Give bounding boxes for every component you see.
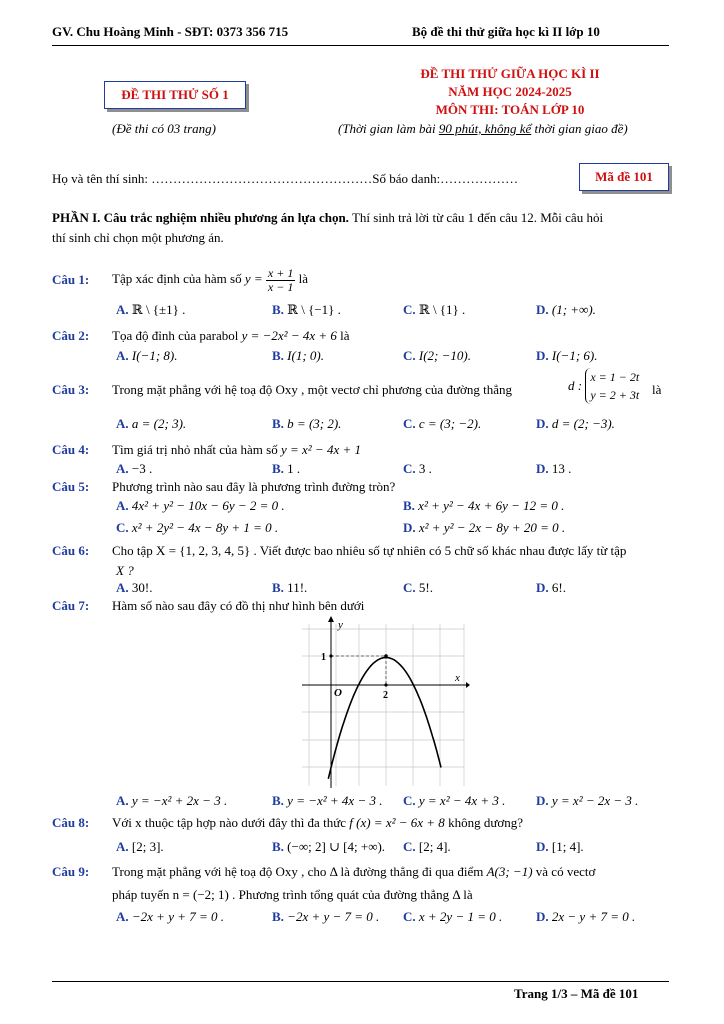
q2-option-c[interactable] xyxy=(403,348,471,364)
option-text: x² + y² − 2x − 8y + 20 = 0 . xyxy=(418,520,566,535)
header-rule xyxy=(52,45,669,46)
option-letter: A. xyxy=(116,909,129,924)
option-text: x² + 2y² − 4x − 8y + 1 = 0 . xyxy=(131,520,279,535)
footer-rule xyxy=(52,981,669,982)
q1-option-b[interactable] xyxy=(272,302,341,318)
pages-note: (Đề thi có 03 trang) xyxy=(112,121,216,136)
q1-frac-den: x − 1 xyxy=(267,279,294,294)
option-letter: C. xyxy=(403,793,416,808)
q1-frac-num: x + 1 xyxy=(267,265,294,280)
option-text: c = (3; −2). xyxy=(418,416,482,431)
option-letter: A. xyxy=(116,498,129,513)
q9-expr: A(3; −1) xyxy=(486,864,533,879)
q8-label: Câu 8: xyxy=(52,815,90,830)
option-letter: B. xyxy=(272,793,284,808)
q5-option-a[interactable] xyxy=(116,498,285,514)
parabola-curve xyxy=(328,658,441,779)
option-letter: C. xyxy=(403,302,416,317)
time-mid: 90 phút, không kể xyxy=(438,121,532,136)
q4-label: Câu 4: xyxy=(52,442,90,457)
option-text: x² + y² − 4x + 6y − 12 = 0 . xyxy=(418,498,565,513)
q7-label: Câu 7: xyxy=(52,598,90,613)
option-text: −2x + y − 7 = 0 . xyxy=(287,909,380,924)
q7-option-a[interactable] xyxy=(116,793,227,809)
q1-option-d[interactable] xyxy=(536,302,596,318)
q9-option-b[interactable] xyxy=(272,909,379,925)
option-letter: C. xyxy=(403,580,416,595)
option-letter: D. xyxy=(536,909,549,924)
q4-option-b[interactable] xyxy=(272,461,300,477)
q9-label: Câu 9: xyxy=(52,864,90,879)
q8-option-c[interactable] xyxy=(403,839,451,855)
footer-page: Trang 1/3 – Mã đề 101 xyxy=(514,986,639,1001)
option-text: [1; 4]. xyxy=(551,839,584,854)
q5-option-c[interactable] xyxy=(116,520,278,536)
q3-param-system xyxy=(585,368,639,404)
option-text: 11!. xyxy=(287,580,308,595)
option-text: ℝ \ {±1} . xyxy=(131,302,186,317)
header-series: Bộ đề thi thử giữa học kì II lớp 10 xyxy=(412,24,600,39)
origin-label: O xyxy=(334,687,342,699)
option-letter: C. xyxy=(403,461,416,476)
x-tick-point xyxy=(384,683,387,686)
q4-text xyxy=(112,442,361,458)
option-text: [2; 4]. xyxy=(418,839,451,854)
option-text: (1; +∞). xyxy=(551,302,596,317)
q6-option-b[interactable] xyxy=(272,580,307,596)
option-letter: B. xyxy=(272,580,284,595)
q7-option-d[interactable] xyxy=(536,793,638,809)
option-letter: B. xyxy=(272,348,284,363)
q4-option-c[interactable] xyxy=(403,461,432,477)
option-letter: D. xyxy=(536,461,549,476)
option-text: y = −x² + 4x − 3 . xyxy=(287,793,383,808)
option-letter: D. xyxy=(536,839,549,854)
option-text: I(2; −10). xyxy=(418,348,471,363)
q6-label: Câu 6: xyxy=(52,543,90,558)
option-letter: A. xyxy=(116,302,129,317)
q3-tail: là xyxy=(652,382,662,397)
q4-stem: Tìm giá trị nhỏ nhất của hàm số xyxy=(112,442,278,457)
q8-expr: f (x) = x² − 6x + 8 xyxy=(349,815,445,830)
q9-option-d[interactable] xyxy=(536,909,635,925)
option-letter: D. xyxy=(536,416,549,431)
q2-option-a[interactable] xyxy=(116,348,177,364)
option-text: I(−1; 8). xyxy=(131,348,178,363)
q3-option-c[interactable] xyxy=(403,416,481,432)
option-text: I(1; 0). xyxy=(287,348,324,363)
q3-label: Câu 3: xyxy=(52,382,90,397)
q8-stem: Với x thuộc tập hợp nào dưới đây thì đa thức xyxy=(112,815,347,830)
q8-option-b[interactable] xyxy=(272,839,385,855)
q2-stem: Tọa độ đỉnh của parabol xyxy=(112,328,239,343)
q6-option-c[interactable] xyxy=(403,580,433,596)
vertex-point xyxy=(384,654,388,658)
option-text: ℝ \ {−1} . xyxy=(287,302,341,317)
option-letter: A. xyxy=(116,416,129,431)
q5-option-b[interactable] xyxy=(403,498,564,514)
q6-option-d[interactable] xyxy=(536,580,566,596)
q4-expr: y = x² − 4x + 1 xyxy=(280,442,361,457)
part1-desc1: Thí sinh trả lời từ câu 1 đến câu 12. Mỗi câu hỏi xyxy=(348,210,604,225)
option-text: y = x² − 4x + 3 . xyxy=(418,793,506,808)
q3-option-b[interactable] xyxy=(272,416,341,432)
q8-tail: không dương? xyxy=(448,815,524,830)
part1-line1 xyxy=(52,210,603,226)
option-text: 1 . xyxy=(287,461,301,476)
option-letter: D. xyxy=(536,302,549,317)
option-letter: C. xyxy=(403,909,416,924)
q2-option-b[interactable] xyxy=(272,348,324,364)
option-letter: B. xyxy=(272,461,284,476)
option-text: y = −x² + 2x − 3 . xyxy=(131,793,228,808)
q1-option-c[interactable] xyxy=(403,302,465,318)
option-letter: C. xyxy=(403,839,416,854)
option-letter: B. xyxy=(272,909,284,924)
exam-number-box: ĐỀ THI THỬ SỐ 1 xyxy=(104,81,246,109)
q8-option-d[interactable] xyxy=(536,839,584,855)
option-text: b = (3; 2). xyxy=(287,416,342,431)
option-text: (−∞; 2] ∪ [4; +∞). xyxy=(287,839,386,854)
y-tick-label: 1 xyxy=(321,652,326,663)
option-letter: D. xyxy=(403,520,416,535)
q3-option-a[interactable] xyxy=(116,416,186,432)
q1-stem: Tập xác định của hàm số xyxy=(112,271,242,286)
title-line3: MÔN THI: TOÁN LỚP 10 xyxy=(435,102,585,117)
q3-sys-line1: x = 1 − 2t xyxy=(590,370,640,384)
option-letter: A. xyxy=(116,348,129,363)
option-letter: A. xyxy=(116,461,129,476)
time-post: thời gian giao đề) xyxy=(531,121,628,136)
option-text: 30!. xyxy=(131,580,153,595)
option-letter: D. xyxy=(536,348,549,363)
title-line1: ĐỀ THI THỬ GIỮA HỌC KÌ II xyxy=(420,66,600,81)
q1-fraction xyxy=(266,267,295,294)
q9-text xyxy=(112,864,595,880)
q1-option-a[interactable] xyxy=(116,302,185,318)
option-letter: A. xyxy=(116,839,129,854)
q9-option-a[interactable] xyxy=(116,909,224,925)
x-axis-label: x xyxy=(455,672,460,684)
q9-text2: pháp tuyến n = (−2; 1) . Phương trình tổng quát của đường thẳng Δ là xyxy=(112,887,473,902)
q1-tail: là xyxy=(298,271,308,286)
y-tick-point xyxy=(329,654,332,657)
q5-option-d[interactable] xyxy=(403,520,565,536)
x-tick-label: 2 xyxy=(383,690,388,701)
option-letter: A. xyxy=(116,580,129,595)
option-text: 5!. xyxy=(418,580,433,595)
q2-expr: y = −2x² − 4x + 6 xyxy=(241,328,337,343)
exam-code-box: Mã đề 101 xyxy=(579,163,669,191)
q3-option-d[interactable] xyxy=(536,416,615,432)
q8-option-a[interactable] xyxy=(116,839,164,855)
option-text: d = (2; −3). xyxy=(551,416,615,431)
time-pre: (Thời gian làm bài xyxy=(338,121,439,136)
student-info-line: Họ và tên thí sinh: ……………………………………………Số báo danh:……………… xyxy=(52,171,519,186)
option-text: −2x + y + 7 = 0 . xyxy=(131,909,225,924)
option-text: 6!. xyxy=(551,580,566,595)
option-letter: B. xyxy=(272,302,284,317)
q4-option-d[interactable] xyxy=(536,461,571,477)
option-letter: C. xyxy=(403,416,416,431)
q6-option-a[interactable] xyxy=(116,580,152,596)
option-letter: D. xyxy=(536,580,549,595)
q2-label: Câu 2: xyxy=(52,328,90,343)
title-line2: NĂM HỌC 2024-2025 xyxy=(448,84,572,99)
y-axis-arrow xyxy=(328,616,334,622)
option-text: I(−1; 6). xyxy=(551,348,598,363)
q7-option-c[interactable] xyxy=(403,793,505,809)
q5-label: Câu 5: xyxy=(52,479,90,494)
q6-text2: X ? xyxy=(116,563,134,578)
q9-stem: Trong mặt phẳng với hệ toạ độ Oxy , cho Δ là đường thẳng đi qua điểm xyxy=(112,864,484,879)
y-axis-label: y xyxy=(338,619,343,631)
option-text: ℝ \ {1} . xyxy=(418,302,466,317)
option-text: 2x − y + 7 = 0 . xyxy=(551,909,636,924)
q1-y-eq: y = xyxy=(244,271,263,286)
option-text: a = (2; 3). xyxy=(131,416,187,431)
q5-text: Phương trình nào sau đây là phương trình đường tròn? xyxy=(112,479,396,494)
option-text: 3 . xyxy=(418,461,432,476)
x-axis-arrow xyxy=(466,682,470,688)
q4-option-a[interactable] xyxy=(116,461,152,477)
q3-text: Trong mặt phẳng với hệ toạ độ Oxy , một vectơ chỉ phương của đường thẳng xyxy=(112,382,512,397)
part1-title: PHẦN I. Câu trắc nghiệm nhiều phương án lựa chọn. xyxy=(52,210,349,225)
q2-option-d[interactable] xyxy=(536,348,597,364)
option-letter: C. xyxy=(116,520,129,535)
q6-text: Cho tập X = {1, 2, 3, 4, 5} . Viết được bao nhiêu số tự nhiên có 5 chữ số khác nhau được lấy từ tập xyxy=(112,543,627,558)
option-text: 13 . xyxy=(551,461,572,476)
option-letter: C. xyxy=(403,348,416,363)
option-text: x + 2y − 1 = 0 . xyxy=(418,909,503,924)
q3-system xyxy=(568,368,639,404)
option-letter: B. xyxy=(272,416,284,431)
option-letter: B. xyxy=(403,498,415,513)
q1-label: Câu 1: xyxy=(52,272,90,287)
q9-option-c[interactable] xyxy=(403,909,502,925)
header-author: GV. Chu Hoàng Minh - SĐT: 0373 356 715 xyxy=(52,24,289,39)
q2-text xyxy=(112,328,350,344)
option-letter: D. xyxy=(536,793,549,808)
parabola-graph xyxy=(300,614,470,790)
time-note xyxy=(338,121,628,137)
option-letter: A. xyxy=(116,793,129,808)
option-text: y = x² − 2x − 3 . xyxy=(551,793,639,808)
option-text: 4x² + y² − 10x − 6y − 2 = 0 . xyxy=(131,498,285,513)
q7-text: Hàm số nào sau đây có đồ thị như hình bên dưới xyxy=(112,598,365,613)
part1-desc2: thí sinh chỉ chọn một phương án. xyxy=(52,230,224,245)
q7-option-b[interactable] xyxy=(272,793,382,809)
q8-text xyxy=(112,815,523,831)
q9-tail: và có vectơ xyxy=(535,864,596,879)
option-text: −3 . xyxy=(131,461,153,476)
q2-tail: là xyxy=(340,328,350,343)
q1-text xyxy=(112,264,308,294)
q3-expr: d : xyxy=(568,378,583,393)
option-letter: B. xyxy=(272,839,284,854)
q3-sys-line2: y = 2 + 3t xyxy=(590,388,640,402)
option-text: [2; 3]. xyxy=(131,839,164,854)
